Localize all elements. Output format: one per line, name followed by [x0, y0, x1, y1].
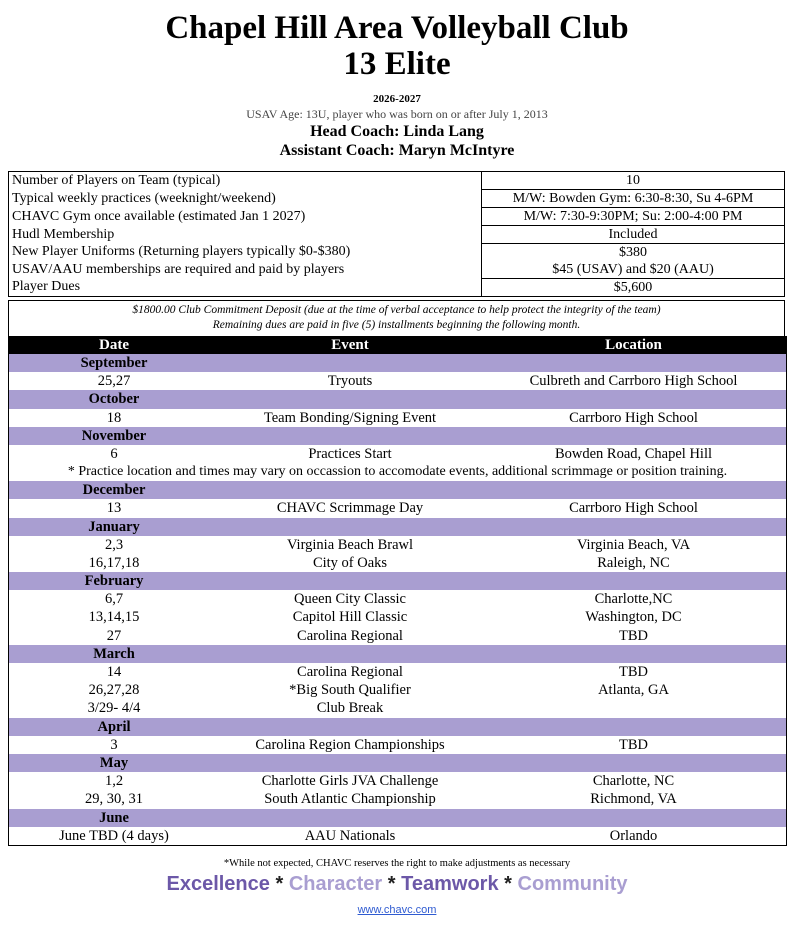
- event-location: Atlanta, GA: [598, 682, 669, 699]
- month-name: June: [99, 809, 129, 826]
- motto-community: Community: [517, 873, 628, 895]
- head-coach: Head Coach: Linda Lang: [310, 123, 484, 140]
- event-date: 27: [106, 627, 122, 644]
- motto-teamwork: Teamwork: [401, 873, 499, 895]
- event-date: 16,17,18: [88, 554, 140, 571]
- event-date: June TBD (4 days): [59, 827, 169, 844]
- month-name: March: [93, 645, 135, 662]
- event-row: [9, 445, 786, 463]
- event-location: Charlotte,NC: [594, 591, 673, 608]
- event-name: Queen City Classic: [294, 591, 406, 608]
- event-row: [9, 554, 786, 572]
- event-name: Team Bonding/Signing Event: [263, 409, 437, 426]
- info-row: [9, 190, 785, 208]
- info-label: New Player Uniforms (Returning players typically $0-$380): [9, 244, 482, 262]
- team-info-table: [8, 171, 785, 297]
- event-row: [9, 590, 786, 608]
- event-row: [9, 627, 786, 645]
- event-row: [9, 827, 786, 845]
- motto: [0, 873, 794, 896]
- location-header: Location: [605, 337, 662, 353]
- practice-note: * Practice location and times may vary on occassion to accomodate events, additional scrimmage or position training.: [67, 464, 728, 480]
- month-row: [9, 354, 786, 372]
- month-name: December: [82, 482, 146, 499]
- info-value: M/W: Bowden Gym: 6:30-8:30, Su 4-6PM: [482, 190, 785, 208]
- event-name: Tryouts: [327, 373, 373, 390]
- info-value: $45 (USAV) and $20 (AAU): [482, 261, 785, 279]
- disclaimer: *While not expected, CHAVC reserves the right to make adjustments as necessary: [223, 858, 571, 869]
- info-value: 10: [482, 172, 785, 190]
- event-name: Club Break: [316, 700, 384, 717]
- event-date: 18: [106, 409, 122, 426]
- event-row: [9, 790, 786, 808]
- assistant-coach: Assistant Coach: Maryn McIntyre: [279, 142, 515, 159]
- event-date: 6: [110, 445, 118, 462]
- info-value: $5,600: [482, 279, 785, 297]
- info-label: USAV/AAU memberships are required and paid by players: [9, 261, 482, 279]
- team-name: 13 Elite: [343, 46, 451, 82]
- deposit-line-1: $1800.00 Club Commitment Deposit (due at the time of verbal acceptance to help protect the integrity of the team): [132, 304, 661, 316]
- event-row: [9, 499, 786, 517]
- info-value: M/W: 7:30-9:30PM; Su: 2:00-4:00 PM: [482, 208, 785, 226]
- event-location: Carrboro High School: [569, 409, 698, 426]
- event-header: Event: [331, 337, 369, 353]
- event-date: 6,7: [104, 591, 124, 608]
- schedule-header: [9, 336, 786, 354]
- club-name: Chapel Hill Area Volleyball Club: [165, 10, 629, 46]
- event-date: 25,27: [97, 373, 131, 390]
- event-row: [9, 681, 786, 699]
- event-name: Carolina Regional: [297, 664, 403, 680]
- event-date: 29, 30, 31: [85, 791, 143, 808]
- event-row: [9, 409, 786, 427]
- motto-separator: *: [504, 873, 512, 895]
- event-date: 3: [110, 736, 118, 753]
- event-name: South Atlantic Championship: [264, 791, 436, 808]
- month-row: [9, 754, 786, 772]
- event-location: TBD: [619, 664, 648, 680]
- info-label: Hudl Membership: [9, 226, 482, 244]
- event-location: Charlotte, NC: [592, 773, 675, 790]
- motto-excellence: Excellence: [166, 873, 270, 895]
- event-name: Capitol Hill Classic: [292, 609, 408, 626]
- age-rule: USAV Age: 13U, player who was born on or after July 1, 2013: [246, 107, 548, 121]
- website-link[interactable]: www.chavc.com: [357, 904, 437, 916]
- info-label: CHAVC Gym once available (estimated Jan 1 2027): [9, 208, 482, 226]
- info-value: Included: [482, 226, 785, 244]
- month-name: September: [80, 355, 148, 371]
- season: 2026-2027: [373, 93, 421, 105]
- event-location: TBD: [619, 627, 648, 644]
- event-location: Carrboro High School: [569, 500, 698, 517]
- month-row: [9, 809, 786, 827]
- info-row: [9, 244, 785, 262]
- date-header: Date: [99, 337, 129, 353]
- event-row: [9, 736, 786, 754]
- month-name: May: [99, 754, 129, 771]
- schedule-table: [8, 336, 787, 846]
- event-name: Carolina Region Championships: [255, 736, 445, 753]
- event-row: [9, 663, 786, 681]
- month-row: [9, 718, 786, 736]
- info-label: Player Dues: [9, 279, 482, 297]
- event-date: 13: [106, 500, 122, 517]
- deposit-line-2: Remaining dues are paid in five (5) installments beginning the following month.: [212, 319, 581, 331]
- motto-separator: *: [275, 873, 284, 895]
- event-location: [481, 699, 786, 717]
- event-location: Raleigh, NC: [597, 554, 670, 571]
- month-name: October: [88, 391, 140, 408]
- event-name: Charlotte Girls JVA Challenge: [261, 773, 439, 790]
- month-row: [9, 427, 786, 445]
- deposit-note: [8, 300, 785, 336]
- month-row: [9, 572, 786, 590]
- event-name: Carolina Regional: [297, 627, 403, 644]
- event-row: [9, 772, 786, 790]
- event-name: *Big South Qualifier: [289, 682, 411, 699]
- event-row: [9, 536, 786, 554]
- event-date: 13,14,15: [88, 609, 140, 626]
- month-row: [9, 645, 786, 663]
- month-row: [9, 481, 786, 499]
- info-row: [9, 226, 785, 244]
- info-row: [9, 279, 785, 297]
- info-label: Typical weekly practices (weeknight/weekend): [9, 190, 482, 208]
- event-location: Richmond, VA: [590, 791, 677, 808]
- event-location: Washington, DC: [585, 609, 682, 626]
- event-name: Practices Start: [308, 445, 392, 462]
- info-row: [9, 208, 785, 226]
- event-name: Virginia Beach Brawl: [286, 536, 414, 553]
- info-row: [9, 261, 785, 279]
- event-location: Orlando: [609, 827, 658, 844]
- month-name: February: [84, 573, 144, 590]
- event-date: 3/29- 4/4: [87, 700, 141, 717]
- event-location: Virginia Beach, VA: [576, 536, 691, 553]
- event-date: 1,2: [104, 773, 124, 790]
- event-location: Bowden Road, Chapel Hill: [554, 445, 713, 462]
- event-location: TBD: [619, 736, 648, 753]
- info-row: [9, 172, 785, 190]
- event-row: [9, 699, 786, 717]
- event-name: CHAVC Scrimmage Day: [276, 500, 424, 517]
- event-row: [9, 608, 786, 626]
- info-value: $380: [482, 244, 785, 262]
- month-row: [9, 518, 786, 536]
- event-name: City of Oaks: [312, 554, 388, 571]
- month-row: [9, 390, 786, 408]
- month-name: April: [97, 718, 131, 735]
- month-name: November: [81, 427, 147, 444]
- month-name: January: [88, 518, 140, 535]
- event-location: Culbreth and Carrboro High School: [529, 373, 738, 390]
- info-label: Number of Players on Team (typical): [9, 172, 482, 190]
- event-name: AAU Nationals: [304, 827, 396, 844]
- event-date: 14: [106, 664, 122, 680]
- event-row: [9, 372, 786, 390]
- motto-separator: *: [387, 873, 396, 895]
- motto-character: Character: [288, 873, 383, 895]
- event-date: 26,27,28: [88, 682, 140, 699]
- event-date: 2,3: [104, 536, 124, 553]
